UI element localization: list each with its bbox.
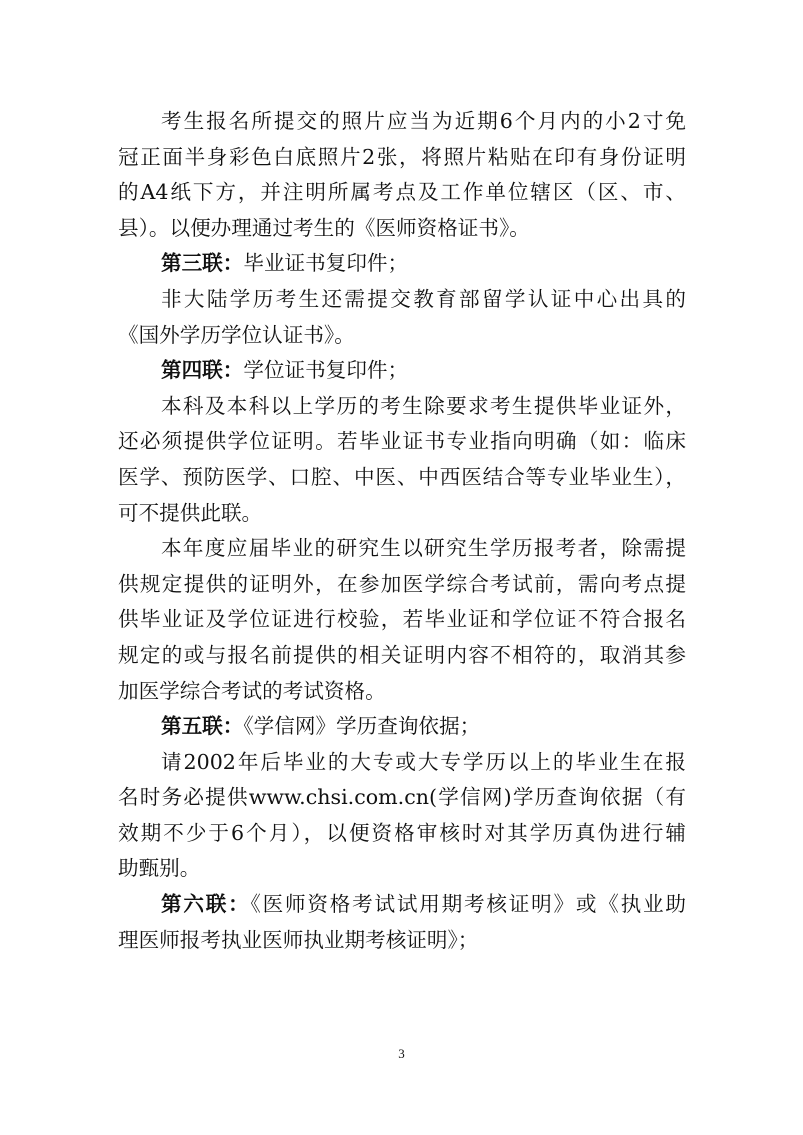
document-body — [118, 104, 686, 958]
section-label: 第五联： — [161, 714, 244, 739]
line-text: 名时务必提供www.chsi.com.cn(学信网)学历查询依据（有 — [118, 785, 686, 810]
document-line — [118, 745, 686, 781]
document-line — [118, 318, 686, 354]
document-line — [118, 424, 686, 460]
document-line — [118, 567, 686, 603]
line-text: 助甄别。 — [118, 856, 201, 881]
line-text: 考生报名所提交的照片应当为近期6个月内的小2寸免 — [161, 109, 686, 133]
document-line — [118, 923, 686, 959]
line-text: 效期不少于6个月），以便资格审核时对其学历真伪进行辅 — [118, 820, 686, 845]
document-line — [118, 674, 686, 710]
line-text: 还必须提供学位证明。若毕业证书专业指向明确（如：临床 — [118, 429, 686, 454]
document-line — [118, 460, 686, 496]
document-line — [118, 887, 686, 923]
section-label: 第三联： — [161, 251, 244, 276]
section-label: 第四联： — [161, 358, 244, 383]
document-line — [118, 496, 686, 532]
section-label: 第六联： — [161, 892, 251, 917]
document-line — [118, 211, 686, 247]
line-text: 医学、预防医学、口腔、中医、中西医结合等专业毕业生）， — [118, 464, 686, 489]
line-text: 学位证书复印件； — [243, 358, 409, 383]
document-line — [118, 638, 686, 674]
document-line — [118, 816, 686, 852]
document-line — [118, 246, 686, 282]
document-line — [118, 709, 686, 745]
document-line — [118, 282, 686, 318]
line-text: 的A4纸下方，并注明所属考点及工作单位辖区（区、市、 — [118, 180, 686, 205]
line-text: 供规定提供的证明外，在参加医学综合考试前，需向考点提 — [118, 571, 686, 596]
document-line — [118, 602, 686, 638]
document-line — [118, 104, 686, 140]
line-text: 供毕业证及学位证进行校验，若毕业证和学位证不符合报名 — [118, 607, 686, 632]
document-line — [118, 531, 686, 567]
line-text: 加医学综合考试的考试资格。 — [118, 678, 386, 703]
document-line — [118, 353, 686, 389]
document-line — [118, 851, 686, 887]
line-text: 规定的或与报名前提供的相关证明内容不相符的，取消其参 — [118, 642, 686, 667]
line-text: 本科及本科以上学历的考生除要求考生提供毕业证外， — [161, 393, 686, 418]
line-text: 《学信网》学历查询依据； — [243, 714, 481, 739]
page-number: 3 — [398, 1046, 405, 1061]
line-text: 《医师资格考试试用期考核证明》或《执业助 — [250, 892, 686, 917]
document-line — [118, 140, 686, 176]
line-text: 非大陆学历考生还需提交教育部留学认证中心出具的 — [161, 286, 686, 311]
line-text: 本年度应届毕业的研究生以研究生学历报考者，除需提 — [161, 536, 686, 561]
line-text: 理医师报考执业医师执业期考核证明》； — [118, 927, 479, 952]
document-line — [118, 389, 686, 425]
document-line — [118, 175, 686, 211]
line-text: 《国外学历学位认证书》。 — [118, 322, 355, 347]
line-text: 毕业证书复印件； — [243, 251, 409, 276]
line-text: 可不提供此联。 — [118, 500, 263, 525]
line-text: 县）。以便办理通过考生的《医师资格证书》。 — [118, 215, 530, 240]
line-text: 冠正面半身彩色白底照片2张，将照片粘贴在印有身份证明 — [118, 144, 686, 169]
line-text: 请2002年后毕业的大专或大专学历以上的毕业生在报 — [161, 749, 686, 774]
document-line — [118, 780, 686, 816]
